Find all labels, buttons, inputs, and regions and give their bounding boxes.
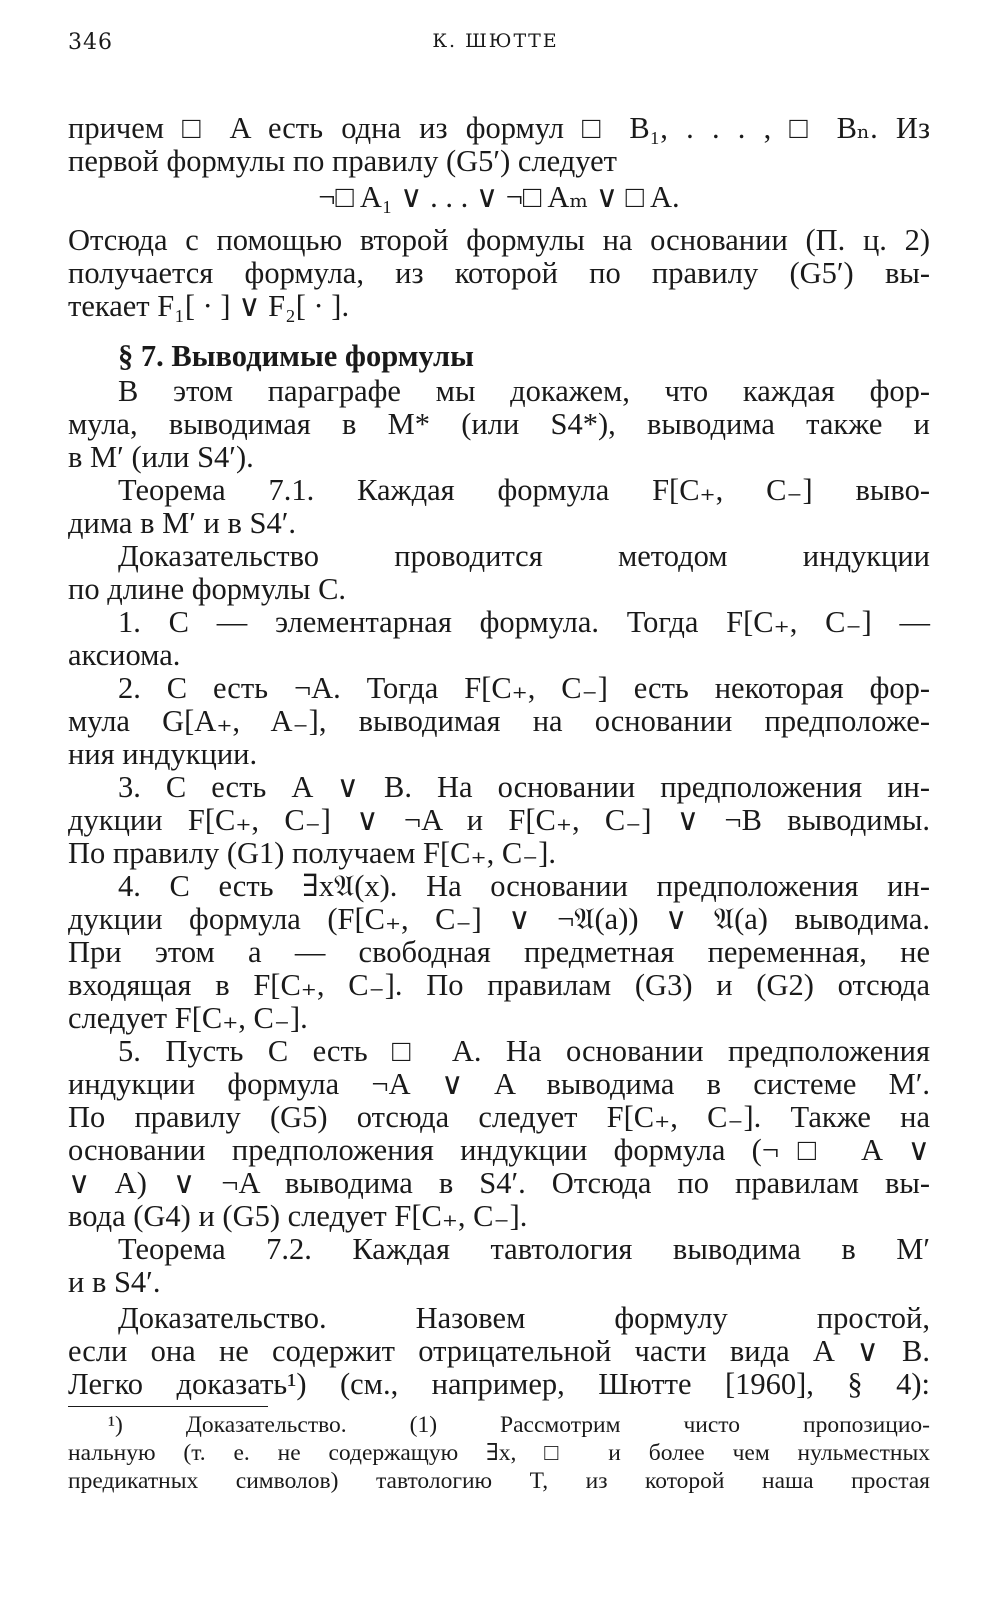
body-line: Легко доказать¹) (см., например, Шютте [1960], § 4): [68, 1367, 930, 1401]
body-line: Отсюда с помощью второй формулы на основании (П. ц. 2) [68, 223, 930, 257]
body-line: входящая в F[C₊, C₋]. По правилам (G3) и (G2) отсюда [68, 968, 930, 1002]
body-line: Доказательство проводится методом индукции [118, 539, 930, 573]
body-line: первой формулы по правилу (G5′) следует [68, 144, 617, 178]
body-line: ния индукции. [68, 737, 258, 771]
body-line: 2. C есть ¬A. Тогда F[C₊, C₋] есть некоторая фор- [118, 671, 930, 705]
body-line: По правилу (G1) получаем F[C₊, C₋]. [68, 836, 557, 870]
body-line: 4. C есть ∃x𝔄(x). На основании предположения ин- [118, 869, 930, 903]
body-line: основании предположения индукции формула (¬□ A ∨ [68, 1133, 930, 1167]
body-line: Доказательство. Назовем формулу простой, [118, 1301, 930, 1335]
page-number: 346 [68, 30, 113, 55]
body-line: При этом a — свободная предметная переменная, не [68, 935, 930, 969]
theorem-line: дима в M′ и в S4′. [68, 506, 297, 540]
body-line: в M′ (или S4′). [68, 440, 254, 474]
theorem-line: Теорема 7.2. Каждая тавтология выводима в M′ [118, 1232, 930, 1266]
body-line: ∨ A) ∨ ¬A выводима в S4′. Отсюда по правилам вы- [68, 1166, 930, 1200]
running-title: К. ШЮТТЕ [432, 30, 559, 52]
body-line: дукции формула (F[C₊, C₋] ∨ ¬𝔄(a)) ∨ 𝔄(a) выводима. [68, 902, 930, 936]
body-line: аксиома. [68, 638, 181, 672]
body-line: 5. Пусть C есть □ A. На основании предположения [118, 1034, 930, 1068]
body-line: мула G[A₊, A₋], выводимая на основании предположе- [68, 704, 930, 738]
body-line: следует F[C₊, C₋]. [68, 1001, 308, 1035]
body-line: По правилу (G5) отсюда следует F[C₊, C₋]. Также на [68, 1100, 930, 1134]
body-line: мула, выводимая в M* (или S4*), выводима также и [68, 407, 930, 441]
body-line: В этом параграфе мы докажем, что каждая фор- [118, 374, 930, 408]
footnote-line: ¹) Доказательство. (1) Рассмотрим чисто пропозицио- [108, 1412, 930, 1438]
section-heading: § 7. Выводимые формулы [118, 339, 474, 373]
footnote-line: предикатных символов) тавтологию T, из которой наша простая [68, 1468, 930, 1494]
body-line: по длине формулы C. [68, 572, 347, 606]
body-line: индукции формула ¬A ∨ A выводима в системе M′. [68, 1067, 930, 1101]
body-line: дукции F[C₊, C₋] ∨ ¬A и F[C₊, C₋] ∨ ¬B выводимы. [68, 803, 930, 837]
body-line: текает F₁[ · ] ∨ F₂[ · ]. [68, 289, 350, 323]
body-line: 3. C есть A ∨ B. На основании предположения ин- [118, 770, 930, 804]
footnote-divider [68, 1406, 268, 1407]
body-line: 1. C — элементарная формула. Тогда F[C₊, C₋] — [118, 605, 930, 639]
theorem-line: Теорема 7.1. Каждая формула F[C₊, C₋] выво- [118, 473, 930, 507]
body-line: если она не содержит отрицательной части вида A ∨ B. [68, 1334, 930, 1368]
body-line: причем □ A есть одна из формул □ B₁, . . . , □ Bₙ. Из [68, 111, 930, 145]
display-formula: ¬□ A₁ ∨ . . . ∨ ¬□ Aₘ ∨ □ A. [318, 180, 680, 214]
theorem-line: и в S4′. [68, 1265, 161, 1299]
footnote-line: нальную (т. е. не содержащую ∃x, □ и более чем нульместных [68, 1440, 930, 1466]
body-line: получается формула, из которой по правилу (G5′) вы- [68, 256, 930, 290]
body-line: вода (G4) и (G5) следует F[C₊, C₋]. [68, 1199, 528, 1233]
